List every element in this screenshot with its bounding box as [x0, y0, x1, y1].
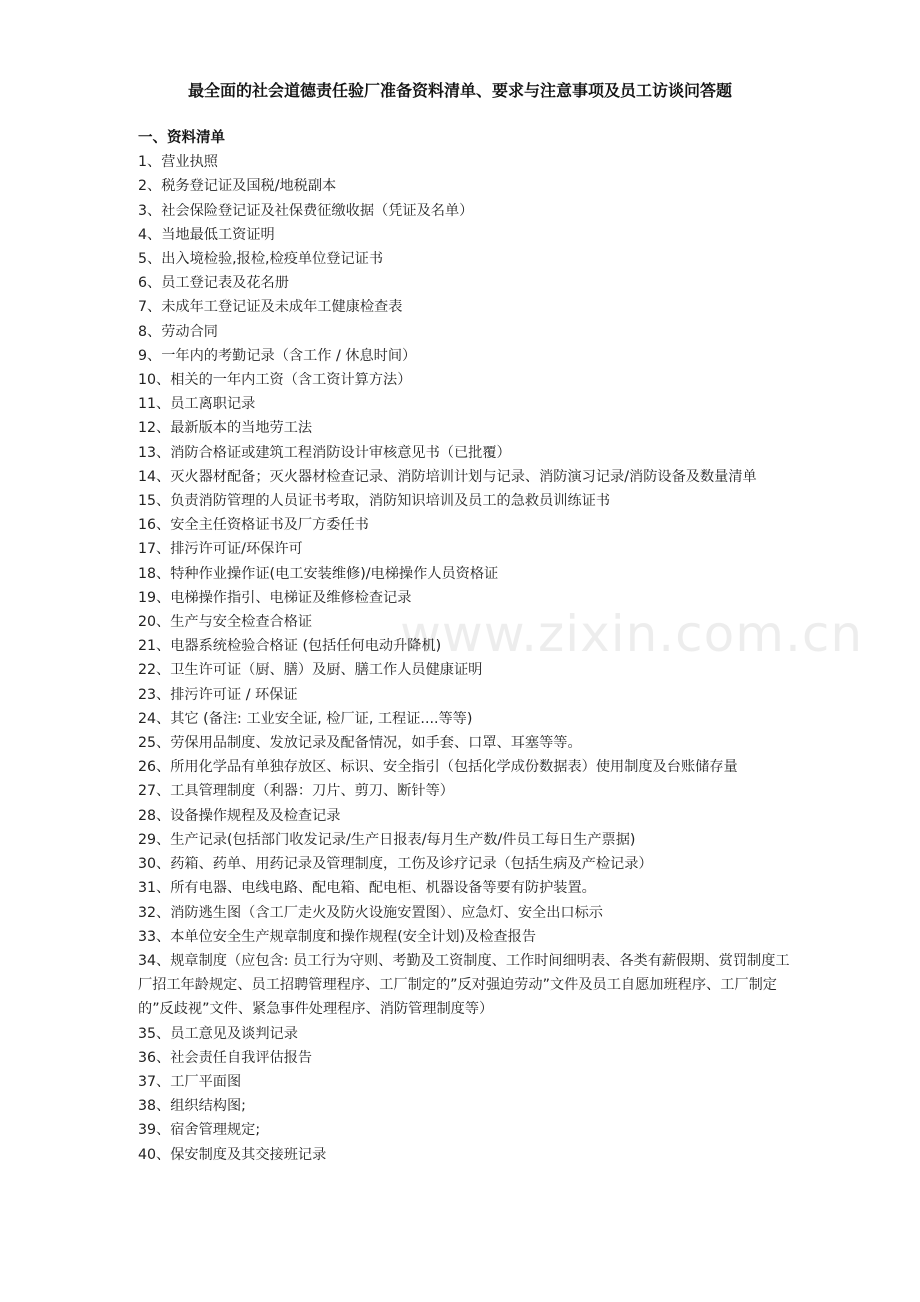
list-item: 20、生产与安全检查合格证 — [138, 614, 313, 631]
list-item: 35、员工意见及谈判记录 — [138, 1025, 298, 1042]
section-heading: 一、资料清单 — [138, 130, 225, 146]
list-item: 31、所有电器、电线电路、配电箱、配电柜、机器设备等要有防护装置。 — [138, 880, 596, 897]
list-item: 2、税务登记证及国税/地税副本 — [138, 178, 337, 195]
list-item: 6、员工登记表及花名册 — [138, 275, 289, 292]
list-item: 12、最新版本的当地劳工法 — [138, 420, 313, 437]
item-list — [138, 150, 790, 1167]
list-item: 32、消防逃生图（含工厂走火及防火设施安置图）、应急灯、安全出口标示 — [138, 904, 603, 921]
list-item: 19、电梯操作指引、电梯证及维修检查记录 — [138, 589, 412, 606]
list-item: 22、卫生许可证（厨、膳）及厨、膳工作人员健康证明 — [138, 662, 483, 679]
list-item: 11、员工离职记录 — [138, 396, 256, 413]
document-content — [138, 126, 790, 1167]
list-item: 29、生产记录(包括部门收发记录/生产日报表/每月生产数/件员工每日生产票据) — [138, 831, 636, 848]
list-item: 30、药箱、药单、用药记录及管理制度，工伤及诊疗记录（包括生病及产检记录） — [138, 856, 653, 873]
list-item: 25、劳保用品制度、发放记录及配备情况，如手套、口罩、耳塞等等。 — [138, 735, 582, 752]
list-item: 39、宿舍管理规定; — [138, 1122, 261, 1139]
list-item: 34、规章制度（应包含: 员工行为守则、考勤及工资制度、工作时间细明表、各类有薪假期、赏罚制度工厂招工年龄规定、员工招聘管理程序、工厂制定的”反对强迫劳动”文件及员工自愿加班程序、工厂制定的”反歧视”文件、紧急事件处理程序、消防管理制度等） — [138, 952, 790, 1018]
list-item: 16、安全主任资格证书及厂方委任书 — [138, 517, 369, 534]
list-item: 18、特种作业操作证(电工安装维修)/电梯操作人员资格证 — [138, 565, 499, 582]
list-item: 28、设备操作规程及及检查记录 — [138, 807, 341, 824]
list-item: 17、排污许可证/环保许可 — [138, 541, 303, 558]
list-item: 33、本单位安全生产规章制度和操作规程(安全计划)及检查报告 — [138, 928, 537, 945]
document-title: 最全面的社会道德责任验厂准备资料清单、要求与注意事项及员工访谈问答题 — [187, 81, 732, 100]
list-item: 23、排污许可证 / 环保证 — [138, 686, 298, 703]
list-item: 4、当地最低工资证明 — [138, 226, 275, 243]
list-item: 27、工具管理制度（利器：刀片、剪刀、断针等） — [138, 783, 454, 800]
list-item: 5、出入境检验,报检,检疫单位登记证书 — [138, 251, 384, 268]
list-item: 24、其它 (备注: 工业安全证, 检厂证, 工程证....等等) — [138, 710, 473, 727]
watermark: www.zixin.com.cn — [400, 605, 864, 663]
list-item: 26、所用化学品有单独存放区、标识、安全指引（包括化学成份数据表）使用制度及台账储存量 — [138, 759, 738, 776]
list-item: 21、电器系统检验合格证 (包括任何电动升降机) — [138, 638, 442, 655]
list-item: 1、营业执照 — [138, 154, 218, 171]
list-item: 36、社会责任自我评估报告 — [138, 1049, 313, 1066]
list-item: 38、组织结构图; — [138, 1098, 246, 1115]
list-item: 14、灭火器材配备；灭火器材检查记录、消防培训计划与记录、消防演习记录/消防设备及数量清单 — [138, 468, 757, 485]
list-item: 13、消防合格证或建筑工程消防设计审核意见书（已批覆） — [138, 444, 511, 461]
list-item: 8、劳动合同 — [138, 323, 218, 340]
list-item: 40、保安制度及其交接班记录 — [138, 1146, 327, 1163]
list-item: 3、社会保险登记证及社保费征缴收据（凭证及名单） — [138, 202, 474, 219]
list-item: 15、负责消防管理的人员证书考取，消防知识培训及员工的急救员训练证书 — [138, 493, 611, 510]
list-item: 37、工厂平面图 — [138, 1073, 242, 1090]
list-item: 7、未成年工登记证及未成年工健康检查表 — [138, 299, 403, 316]
list-item: 10、相关的一年内工资（含工资计算方法） — [138, 372, 412, 389]
list-item: 9、一年内的考勤记录（含工作 / 休息时间） — [138, 347, 417, 364]
